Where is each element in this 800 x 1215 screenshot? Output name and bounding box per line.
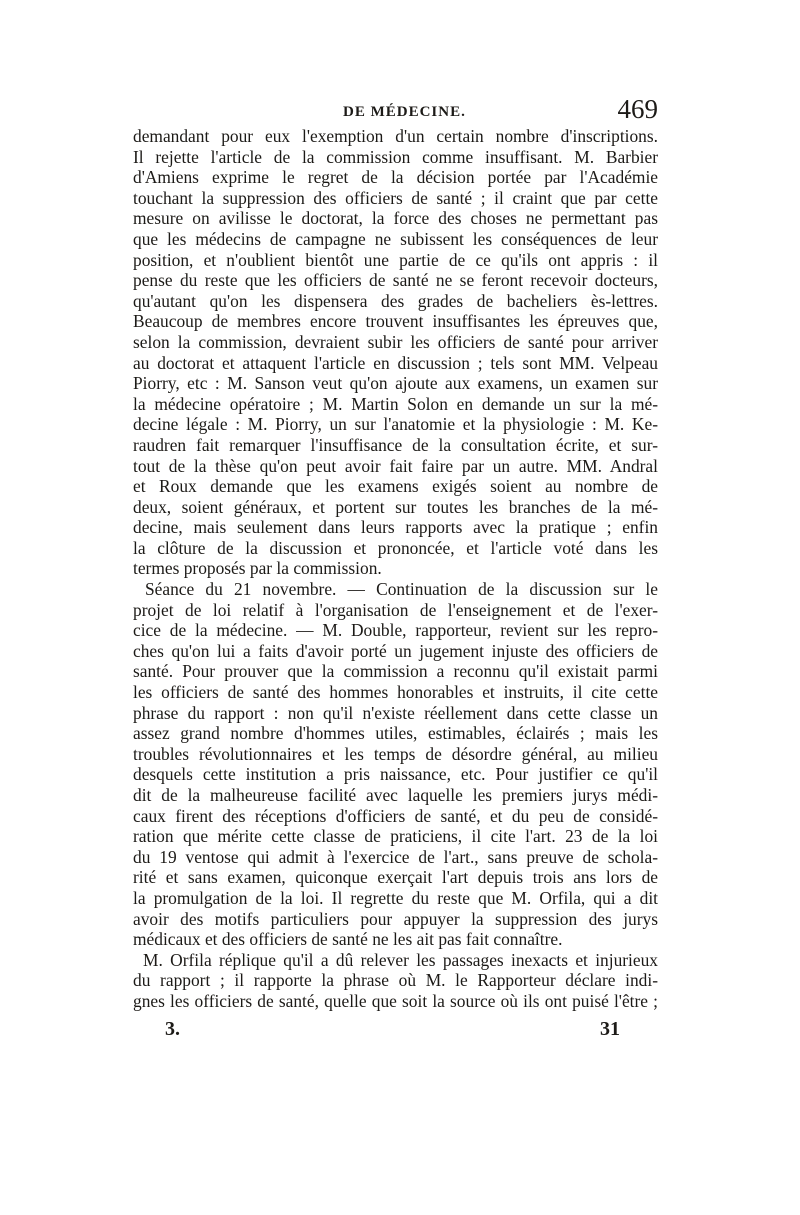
text-line: ches qu'on lui a faits d'avoir porté un jugement injuste des officiers de: [133, 640, 658, 661]
text-line: touchant la suppression des officiers de santé ; il craint que par cette: [133, 187, 658, 208]
text-line: tout de la thèse qu'on peut avoir fait faire par un autre. MM. Andral: [133, 455, 658, 476]
text-line: deux, soient généraux, et portent sur toutes les branches de la mé-: [133, 496, 658, 517]
text-line: phrase du rapport : non qu'il n'existe réellement dans cette classe un: [133, 702, 658, 723]
signature-mark-left: 3.: [165, 1018, 180, 1040]
text-line: pense du reste que les officiers de santé ne se feront recevoir docteurs,: [133, 270, 658, 291]
text-line: gnes les officiers de santé, quelle que soit la source où ils ont puisé l'être ;: [133, 990, 658, 1011]
text-line: la médecine opératoire ; M. Martin Solon en demande un sur la mé-: [133, 393, 658, 414]
text-line: troubles révolutionnaires et les temps de désordre général, au milieu: [133, 743, 658, 764]
text-line: demandant pour eux l'exemption d'un certain nombre d'inscriptions.: [133, 126, 658, 146]
text-line: selon la commission, devraient subir les officiers de santé pour arriver: [133, 331, 658, 352]
text-line: position, et n'oublient bientôt une partie de ce qu'ils ont appris : il: [133, 249, 658, 270]
text-line: qu'autant qu'on les dispensera des grades de bacheliers ès-lettres.: [133, 290, 658, 311]
text-line: assez grand nombre d'hommes utiles, estimables, éclairés ; mais les: [133, 723, 658, 744]
text-line: la clôture de la discussion et prononcée, et l'article voté dans les: [133, 537, 658, 558]
text-line: cice de la médecine. — M. Double, rapporteur, revient sur les repro-: [133, 620, 658, 641]
running-title: DE MÉDECINE.: [343, 104, 466, 120]
page-number: 469: [617, 94, 658, 124]
body-text: [133, 126, 658, 1012]
text-line: ration que mérite cette classe de praticiens, il cite l'art. 23 de la loi: [133, 826, 658, 847]
text-line: du 19 ventose qui admit à l'exercice de l'art., sans preuve de schola-: [133, 846, 658, 867]
text-line: la promulgation de la loi. Il regrette du reste que M. Orfila, qui a dit: [133, 887, 658, 908]
section-heading-line: Séance du 21 novembre. — Continuation de la discussion sur le: [145, 579, 658, 600]
page-footer: [133, 1018, 658, 1048]
text-line: les officiers de santé des hommes honorables et instruits, il cite cette: [133, 682, 658, 703]
text-line: Il rejette l'article de la commission comme insuffisant. M. Barbier: [133, 146, 658, 167]
text-line: au doctorat et attaquent l'article en discussion ; tels sont MM. Velpeau: [133, 352, 658, 373]
text-line: decine, mais seulement dans leurs rapports avec la pratique ; enfin: [133, 517, 658, 538]
text-line: decine légale : M. Piorry, un sur l'anatomie et la physiologie : M. Ke-: [133, 414, 658, 435]
text-line: que les médecins de campagne ne subissent les conséquences de leur: [133, 228, 658, 249]
text-line: caux firent des réceptions d'officiers de santé, et du peu de considé-: [133, 805, 658, 826]
text-line: rité et sans examen, quiconque exerçait l'art depuis trois ans lors de: [133, 867, 658, 888]
text-line: Piorry, etc : M. Sanson veut qu'on ajoute aux examens, un examen sur: [133, 373, 658, 394]
text-line: M. Orfila réplique qu'il a dû relever les passages inexacts et injurieux: [143, 949, 658, 970]
text-line: du rapport ; il rapporte la phrase où M. le Rapporteur déclare indi-: [133, 970, 658, 991]
text-line: desquels cette institution a pris naissance, etc. Pour justifier ce qu'il: [133, 764, 658, 785]
text-line: médicaux et des officiers de santé ne les ait pas fait connaître.: [133, 929, 563, 950]
text-line: dit de la malheureuse facilité avec laquelle les premiers jurys médi-: [133, 785, 658, 805]
text-line: mesure on avilisse le doctorat, la force des choses ne permettant pas: [133, 208, 658, 229]
page-header: [133, 94, 658, 126]
text-line: santé. Pour prouver que la commission a reconnu qu'il existait parmi: [133, 661, 658, 682]
text-line: d'Amiens exprime le regret de la décision portée par l'Académie: [133, 167, 658, 188]
text-line: avoir des motifs particuliers pour appuyer la suppression des jurys: [133, 908, 658, 929]
text-line: projet de loi relatif à l'organisation de l'enseignement et de l'exer-: [133, 599, 658, 620]
text-line: Beaucoup de membres encore trouvent insuffisantes les épreuves que,: [133, 311, 658, 332]
text-line: et Roux demande que les examens exigés soient au nombre de: [133, 476, 658, 497]
text-line: termes proposés par la commission.: [133, 558, 382, 579]
text-line: raudren fait remarquer l'insuffisance de la consultation écrite, et sur-: [133, 434, 658, 455]
signature-mark-right: 31: [600, 1018, 620, 1040]
